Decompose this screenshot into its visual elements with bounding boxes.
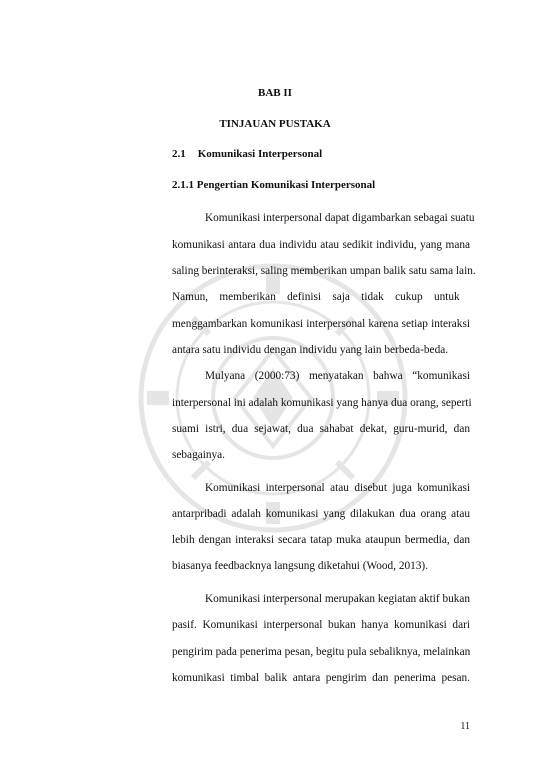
body-line: antara satu individu dengan individu yang lain berbeda-beda. <box>172 344 449 356</box>
body-line: suami istri, dua sejawat, dua sahabat dekat, guru-murid, dan <box>172 423 470 435</box>
body-line: Namun, memberikan definisi saja tidak cukup untuk <box>172 291 460 303</box>
chapter-title: TINJAUAN PUSTAKA <box>219 118 331 130</box>
body-line: biasanya feedbacknya langsung diketahui (Wood, 2013). <box>172 560 429 572</box>
body-line: Komunikasi interpersonal merupakan kegiatan aktif bukan <box>205 593 471 605</box>
section-number: 2.1 <box>172 148 186 160</box>
page-number: 11 <box>460 721 470 732</box>
section-title: Komunikasi Interpersonal <box>197 148 323 160</box>
body-line: menggambarkan komunikasi interpersonal karena setiap interaksi <box>172 318 470 330</box>
body-line: komunikasi timbal balik antara pengirim dan penerima pesan. <box>172 672 470 684</box>
body-line: Mulyana (2000:73) menyatakan bahwa “komunikasi <box>205 370 470 382</box>
body-line: saling berinteraksi, saling memberikan umpan balik satu sama lain. <box>172 265 476 277</box>
body-line: komunikasi antara dua individu atau sedikit individu, yang mana <box>172 239 470 251</box>
chapter-label: BAB II <box>258 87 292 99</box>
body-line: Komunikasi interpersonal atau disebut juga komunikasi <box>205 482 470 494</box>
body-line: lebih dengan interaksi secara tatap muka ataupun bermedia, dan <box>172 534 470 546</box>
body-line: pasif. Komunikasi interpersonal bukan hanya komunikasi dari <box>172 619 470 631</box>
body-line: antarpribadi adalah komunikasi yang dilakukan dua orang atau <box>172 508 470 520</box>
subsection-heading: 2.1.1 Pengertian Komunikasi Interpersonal <box>172 179 376 191</box>
body-line: pengirim pada penerima pesan, begitu pula sebaliknya, melainkan <box>172 646 471 658</box>
body-line: sebagainya. <box>172 449 226 461</box>
section-heading <box>172 148 322 160</box>
body-line: Komunikasi interpersonal dapat digambarkan sebagai suatu <box>205 212 475 224</box>
body-line: interpersonal ini adalah komunikasi yang hanya dua orang, seperti <box>172 397 472 409</box>
